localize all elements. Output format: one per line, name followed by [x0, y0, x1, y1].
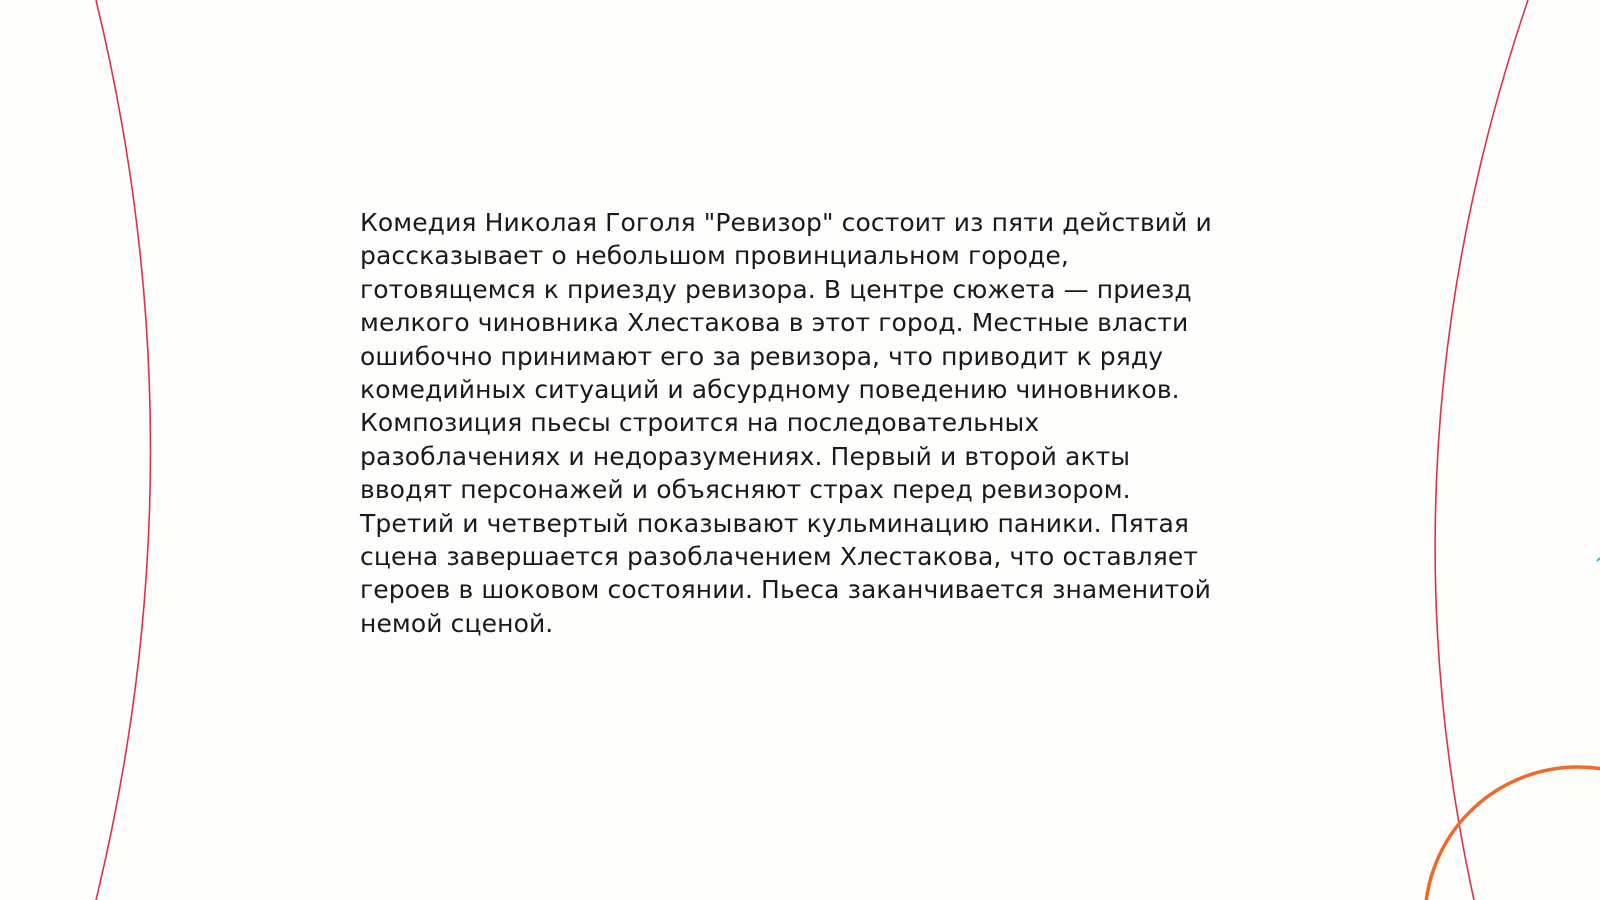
paragraph-line: мелкого чиновника Хлестакова в этот город. Местные власти	[360, 308, 1189, 338]
left-curve	[96, 0, 151, 900]
paragraph-line: сцена завершается разоблачением Хлестакова, что оставляет	[360, 542, 1198, 572]
paragraph-line: комедийных ситуаций и абсурдному поведению чиновников.	[360, 375, 1180, 405]
paragraph-line: Третий и четвертый показывают кульминацию паники. Пятая	[360, 508, 1190, 538]
right-curve	[1435, 0, 1528, 900]
body-paragraph	[360, 206, 1250, 640]
paragraph-line: рассказывает о небольшом провинциальном городе,	[360, 241, 1069, 271]
paragraph-line: Композиция пьесы строится на последовательных	[360, 408, 1040, 438]
paragraph-line: героев в шоковом состоянии. Пьеса заканчивается знаменитой	[360, 575, 1211, 605]
paragraph-line: разоблачениях и недоразумениях. Первый и второй акты	[360, 441, 1131, 471]
paragraph-line: ошибочно принимают его за ревизора, что приводит к ряду	[360, 341, 1164, 371]
paragraph-line: Комедия Николая Гоголя "Ревизор" состоит из пяти действий и	[360, 208, 1212, 237]
paragraph-line: вводят персонажей и объясняют страх перед ревизором.	[360, 475, 1131, 505]
paragraph-line: готовящемся к приезду ревизора. В центре сюжета — приезд	[360, 274, 1192, 304]
paragraph-line: немой сценой.	[360, 608, 554, 638]
orange-arc	[1425, 767, 1600, 900]
